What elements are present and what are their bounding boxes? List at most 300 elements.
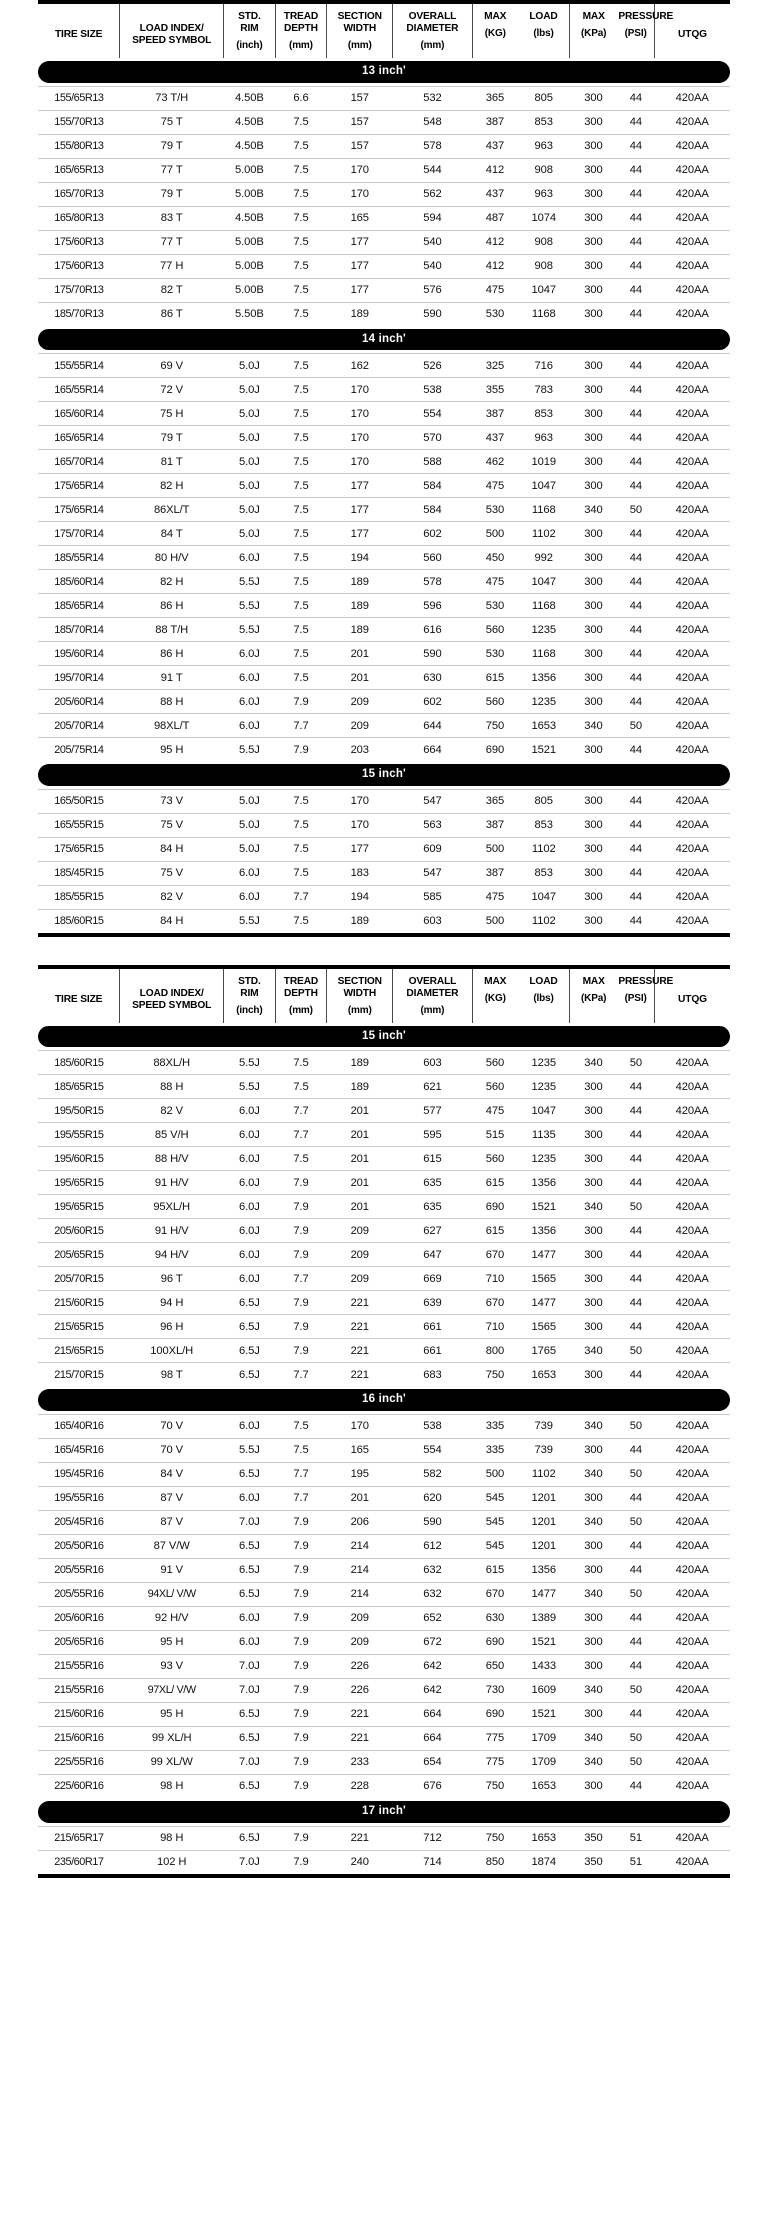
cell-load-index-speed-symbol: 86XL/T <box>120 498 224 522</box>
cell-max-pressure-psi: 51 <box>617 1826 654 1850</box>
cell-tread-depth: 7.5 <box>275 278 327 302</box>
table-row <box>38 666 730 690</box>
cell-max-load-kg: 462 <box>472 450 518 474</box>
cell-utqg: 420AA <box>654 1438 730 1462</box>
cell-max-load-kg: 500 <box>472 522 518 546</box>
cell-max-pressure-kpa: 300 <box>570 1075 618 1099</box>
cell-max-pressure-psi: 50 <box>617 1051 654 1075</box>
cell-overall-diameter: 562 <box>393 182 472 206</box>
table-row <box>38 1219 730 1243</box>
cell-tire-size: 225/55R16 <box>38 1750 120 1774</box>
cell-tread-depth: 7.9 <box>275 1726 327 1750</box>
cell-utqg: 420AA <box>654 1462 730 1486</box>
cell-max-pressure-psi: 44 <box>617 1171 654 1195</box>
cell-max-pressure-kpa: 300 <box>570 426 618 450</box>
cell-max-pressure-kpa: 300 <box>570 594 618 618</box>
cell-max-pressure-kpa: 300 <box>570 182 618 206</box>
cell-section-width: 226 <box>327 1654 393 1678</box>
table-row <box>38 1291 730 1315</box>
table-row <box>38 450 730 474</box>
column-header-std-rim <box>224 969 276 1023</box>
cell-utqg: 420AA <box>654 1558 730 1582</box>
cell-std-rim: 6.5J <box>224 1534 276 1558</box>
cell-max-pressure-psi: 44 <box>617 618 654 642</box>
cell-load-index-speed-symbol: 91 H/V <box>120 1171 224 1195</box>
section-width-line-2: WIDTH <box>343 987 377 999</box>
cell-overall-diameter: 644 <box>393 714 472 738</box>
cell-max-load-lbs: 805 <box>518 789 570 813</box>
cell-std-rim: 6.0J <box>224 1123 276 1147</box>
cell-tire-size: 165/50R15 <box>38 789 120 813</box>
cell-max-load-kg: 560 <box>472 1051 518 1075</box>
cell-section-width: 189 <box>327 1051 393 1075</box>
cell-max-load-kg: 500 <box>472 837 518 861</box>
column-header-utqg: UTQG <box>678 993 707 1005</box>
cell-section-width: 201 <box>327 1123 393 1147</box>
cell-tread-depth: 7.5 <box>275 402 327 426</box>
cell-overall-diameter: 609 <box>393 837 472 861</box>
cell-load-index-speed-symbol: 94 H/V <box>120 1243 224 1267</box>
cell-load-index-speed-symbol: 79 T <box>120 426 224 450</box>
cell-std-rim: 6.0J <box>224 714 276 738</box>
table-header <box>38 969 730 1023</box>
table-row <box>38 861 730 885</box>
cell-std-rim: 5.0J <box>224 450 276 474</box>
cell-tread-depth: 7.7 <box>275 714 327 738</box>
cell-max-pressure-kpa: 300 <box>570 474 618 498</box>
cell-max-load-lbs: 1235 <box>518 618 570 642</box>
section-banner-row <box>38 1386 730 1414</box>
cell-max-load-kg: 450 <box>472 546 518 570</box>
cell-section-width: 165 <box>327 206 393 230</box>
cell-max-pressure-kpa: 300 <box>570 86 618 110</box>
cell-tire-size: 195/60R15 <box>38 1147 120 1171</box>
table-row <box>38 1826 730 1850</box>
tread-depth-line-2: DEPTH <box>284 987 318 999</box>
cell-std-rim: 7.0J <box>224 1510 276 1534</box>
cell-max-load-lbs: 716 <box>518 354 570 378</box>
cell-max-pressure-kpa: 340 <box>570 1414 618 1438</box>
cell-max-load-lbs: 1047 <box>518 1099 570 1123</box>
cell-max-pressure-kpa: 300 <box>570 666 618 690</box>
cell-overall-diameter: 577 <box>393 1099 472 1123</box>
cell-std-rim: 6.5J <box>224 1726 276 1750</box>
cell-max-load-lbs: 963 <box>518 134 570 158</box>
cell-tread-depth: 7.5 <box>275 1147 327 1171</box>
cell-max-load-kg: 750 <box>472 1826 518 1850</box>
overall-diameter-unit: (mm) <box>420 1004 445 1016</box>
cell-overall-diameter: 642 <box>393 1654 472 1678</box>
cell-max-load-lbs: 1565 <box>518 1315 570 1339</box>
table-row <box>38 134 730 158</box>
table-row <box>38 1171 730 1195</box>
cell-std-rim: 6.0J <box>224 1486 276 1510</box>
cell-tire-size: 215/65R15 <box>38 1315 120 1339</box>
cell-load-index-speed-symbol: 102 H <box>120 1850 224 1874</box>
section-banner-cell <box>38 1023 730 1051</box>
cell-tread-depth: 7.9 <box>275 1826 327 1850</box>
cell-load-index-speed-symbol: 79 T <box>120 182 224 206</box>
cell-tread-depth: 7.5 <box>275 230 327 254</box>
cell-load-index-speed-symbol: 75 V <box>120 813 224 837</box>
max-load-word-load: LOAD <box>529 11 558 22</box>
cell-load-index-speed-symbol: 96 H <box>120 1315 224 1339</box>
cell-section-width: 214 <box>327 1558 393 1582</box>
cell-std-rim: 4.50B <box>224 206 276 230</box>
cell-max-load-lbs: 1653 <box>518 714 570 738</box>
cell-max-pressure-psi: 44 <box>617 594 654 618</box>
section-banner-label: 14 inch' <box>38 329 730 351</box>
cell-std-rim: 5.0J <box>224 402 276 426</box>
cell-max-load-kg: 670 <box>472 1243 518 1267</box>
column-header-max-load-kg <box>472 969 518 1023</box>
cell-section-width: 221 <box>327 1315 393 1339</box>
cell-max-pressure-psi: 44 <box>617 861 654 885</box>
cell-tread-depth: 7.5 <box>275 642 327 666</box>
cell-load-index-speed-symbol: 79 T <box>120 134 224 158</box>
table-header <box>38 4 730 58</box>
cell-overall-diameter: 661 <box>393 1315 472 1339</box>
cell-max-pressure-kpa: 300 <box>570 302 618 326</box>
load-index-line-2: SPEED SYMBOL <box>132 999 212 1011</box>
cell-max-load-lbs: 1235 <box>518 1147 570 1171</box>
cell-max-load-lbs: 1609 <box>518 1678 570 1702</box>
cell-max-pressure-psi: 44 <box>617 738 654 762</box>
cell-load-index-speed-symbol: 80 H/V <box>120 546 224 570</box>
cell-section-width: 228 <box>327 1774 393 1798</box>
cell-overall-diameter: 669 <box>393 1267 472 1291</box>
cell-max-pressure-kpa: 340 <box>570 1726 618 1750</box>
table-row <box>38 498 730 522</box>
table-row <box>38 1363 730 1387</box>
cell-tread-depth: 7.5 <box>275 1414 327 1438</box>
cell-utqg: 420AA <box>654 1219 730 1243</box>
cell-utqg: 420AA <box>654 813 730 837</box>
cell-max-load-kg: 365 <box>472 86 518 110</box>
cell-utqg: 420AA <box>654 1630 730 1654</box>
cell-max-load-lbs: 1356 <box>518 1171 570 1195</box>
cell-max-pressure-kpa: 300 <box>570 618 618 642</box>
cell-max-load-lbs: 1356 <box>518 666 570 690</box>
cell-tread-depth: 7.5 <box>275 546 327 570</box>
cell-tire-size: 175/70R13 <box>38 278 120 302</box>
cell-max-pressure-psi: 44 <box>617 1606 654 1630</box>
table-row <box>38 1243 730 1267</box>
cell-overall-diameter: 582 <box>393 1462 472 1486</box>
cell-section-width: 201 <box>327 1099 393 1123</box>
table-row <box>38 1654 730 1678</box>
cell-max-load-kg: 560 <box>472 690 518 714</box>
cell-std-rim: 6.5J <box>224 1558 276 1582</box>
table-row <box>38 278 730 302</box>
std-rim-unit: (inch) <box>236 1004 263 1016</box>
cell-overall-diameter: 538 <box>393 1414 472 1438</box>
cell-std-rim: 5.0J <box>224 378 276 402</box>
cell-tire-size: 175/70R14 <box>38 522 120 546</box>
column-header-tread-depth <box>275 969 327 1023</box>
cell-max-load-kg: 615 <box>472 666 518 690</box>
cell-tread-depth: 7.9 <box>275 1558 327 1582</box>
cell-tread-depth: 7.9 <box>275 1339 327 1363</box>
cell-std-rim: 5.5J <box>224 738 276 762</box>
cell-load-index-speed-symbol: 72 V <box>120 378 224 402</box>
cell-section-width: 162 <box>327 354 393 378</box>
cell-std-rim: 6.5J <box>224 1363 276 1387</box>
cell-max-load-lbs: 1653 <box>518 1774 570 1798</box>
cell-section-width: 240 <box>327 1850 393 1874</box>
table-row <box>38 1486 730 1510</box>
cell-tread-depth: 7.5 <box>275 618 327 642</box>
cell-section-width: 157 <box>327 110 393 134</box>
table-row <box>38 1630 730 1654</box>
table-row <box>38 1438 730 1462</box>
cell-utqg: 420AA <box>654 594 730 618</box>
cell-load-index-speed-symbol: 82 V <box>120 885 224 909</box>
table-row <box>38 1750 730 1774</box>
cell-tire-size: 165/60R14 <box>38 402 120 426</box>
max-pressure-unit-kpa: (KPa) <box>580 28 607 40</box>
cell-max-load-kg: 335 <box>472 1414 518 1438</box>
cell-std-rim: 5.5J <box>224 1075 276 1099</box>
cell-load-index-speed-symbol: 69 V <box>120 354 224 378</box>
cell-max-load-kg: 530 <box>472 642 518 666</box>
cell-tire-size: 195/65R15 <box>38 1171 120 1195</box>
cell-max-pressure-psi: 44 <box>617 278 654 302</box>
cell-max-pressure-kpa: 300 <box>570 134 618 158</box>
cell-overall-diameter: 632 <box>393 1582 472 1606</box>
cell-overall-diameter: 590 <box>393 1510 472 1534</box>
cell-overall-diameter: 544 <box>393 158 472 182</box>
cell-overall-diameter: 603 <box>393 1051 472 1075</box>
cell-max-pressure-psi: 50 <box>617 1582 654 1606</box>
spec-table-block-1 <box>38 0 730 937</box>
cell-utqg: 420AA <box>654 1414 730 1438</box>
cell-max-pressure-kpa: 340 <box>570 1195 618 1219</box>
cell-load-index-speed-symbol: 86 T <box>120 302 224 326</box>
cell-max-load-lbs: 1477 <box>518 1582 570 1606</box>
cell-max-load-lbs: 1477 <box>518 1291 570 1315</box>
cell-load-index-speed-symbol: 70 V <box>120 1414 224 1438</box>
cell-max-pressure-kpa: 340 <box>570 1462 618 1486</box>
cell-max-pressure-kpa: 300 <box>570 254 618 278</box>
cell-max-load-kg: 750 <box>472 714 518 738</box>
cell-overall-diameter: 554 <box>393 402 472 426</box>
cell-max-pressure-kpa: 300 <box>570 1534 618 1558</box>
cell-max-load-lbs: 1653 <box>518 1363 570 1387</box>
cell-section-width: 201 <box>327 1486 393 1510</box>
cell-overall-diameter: 526 <box>393 354 472 378</box>
table-row <box>38 474 730 498</box>
cell-utqg: 420AA <box>654 714 730 738</box>
cell-section-width: 201 <box>327 666 393 690</box>
cell-max-pressure-psi: 44 <box>617 182 654 206</box>
cell-overall-diameter: 560 <box>393 546 472 570</box>
cell-load-index-speed-symbol: 88 H <box>120 1075 224 1099</box>
cell-std-rim: 6.0J <box>224 666 276 690</box>
cell-utqg: 420AA <box>654 1147 730 1171</box>
column-header-tire-size: TIRE SIZE <box>38 969 120 1023</box>
cell-max-load-kg: 335 <box>472 1438 518 1462</box>
cell-max-pressure-kpa: 300 <box>570 378 618 402</box>
cell-max-load-lbs: 1709 <box>518 1726 570 1750</box>
cell-max-pressure-kpa: 300 <box>570 1486 618 1510</box>
tire-spec-table <box>38 4 730 933</box>
cell-max-pressure-psi: 44 <box>617 158 654 182</box>
cell-max-load-kg: 487 <box>472 206 518 230</box>
cell-tire-size: 205/70R15 <box>38 1267 120 1291</box>
cell-tread-depth: 7.5 <box>275 450 327 474</box>
cell-overall-diameter: 714 <box>393 1850 472 1874</box>
table-row <box>38 789 730 813</box>
cell-std-rim: 6.0J <box>224 861 276 885</box>
cell-utqg: 420AA <box>654 861 730 885</box>
cell-tire-size: 165/80R13 <box>38 206 120 230</box>
cell-max-pressure-psi: 44 <box>617 1219 654 1243</box>
cell-load-index-speed-symbol: 77 T <box>120 158 224 182</box>
cell-overall-diameter: 661 <box>393 1339 472 1363</box>
table-row <box>38 230 730 254</box>
cell-std-rim: 6.0J <box>224 546 276 570</box>
cell-max-pressure-kpa: 300 <box>570 1123 618 1147</box>
cell-overall-diameter: 570 <box>393 426 472 450</box>
max-pressure-word-pressure: PRESSURE <box>618 11 674 22</box>
cell-std-rim: 6.0J <box>224 1243 276 1267</box>
cell-std-rim: 6.5J <box>224 1774 276 1798</box>
cell-tread-depth: 7.5 <box>275 158 327 182</box>
table-row <box>38 813 730 837</box>
cell-max-load-kg: 355 <box>472 378 518 402</box>
cell-max-load-kg: 615 <box>472 1219 518 1243</box>
cell-overall-diameter: 563 <box>393 813 472 837</box>
cell-max-load-lbs: 908 <box>518 230 570 254</box>
cell-utqg: 420AA <box>654 1510 730 1534</box>
table-row <box>38 1678 730 1702</box>
cell-tire-size: 165/70R13 <box>38 182 120 206</box>
cell-utqg: 420AA <box>654 666 730 690</box>
cell-max-pressure-kpa: 300 <box>570 354 618 378</box>
cell-section-width: 214 <box>327 1534 393 1558</box>
cell-section-width: 221 <box>327 1339 393 1363</box>
cell-tire-size: 205/55R16 <box>38 1558 120 1582</box>
cell-max-pressure-psi: 44 <box>617 1291 654 1315</box>
cell-overall-diameter: 596 <box>393 594 472 618</box>
cell-tread-depth: 7.9 <box>275 690 327 714</box>
cell-overall-diameter: 547 <box>393 789 472 813</box>
cell-std-rim: 6.0J <box>224 642 276 666</box>
cell-tread-depth: 7.5 <box>275 570 327 594</box>
cell-section-width: 183 <box>327 861 393 885</box>
cell-section-width: 221 <box>327 1363 393 1387</box>
table-row <box>38 1267 730 1291</box>
cell-std-rim: 5.0J <box>224 522 276 546</box>
cell-load-index-speed-symbol: 95 H <box>120 1702 224 1726</box>
max-load-unit-kg: (KG) <box>484 28 506 40</box>
cell-std-rim: 6.0J <box>224 1099 276 1123</box>
cell-section-width: 165 <box>327 1438 393 1462</box>
cell-utqg: 420AA <box>654 1678 730 1702</box>
cell-load-index-speed-symbol: 97XL/ V/W <box>120 1678 224 1702</box>
cell-overall-diameter: 635 <box>393 1171 472 1195</box>
table-row <box>38 402 730 426</box>
cell-max-pressure-psi: 44 <box>617 690 654 714</box>
cell-overall-diameter: 683 <box>393 1363 472 1387</box>
cell-tire-size: 185/45R15 <box>38 861 120 885</box>
cell-max-pressure-kpa: 340 <box>570 1339 618 1363</box>
cell-section-width: 170 <box>327 378 393 402</box>
cell-overall-diameter: 578 <box>393 134 472 158</box>
cell-utqg: 420AA <box>654 110 730 134</box>
cell-tire-size: 205/60R15 <box>38 1219 120 1243</box>
cell-tread-depth: 7.5 <box>275 474 327 498</box>
cell-tread-depth: 7.5 <box>275 378 327 402</box>
cell-load-index-speed-symbol: 98 H <box>120 1826 224 1850</box>
cell-tire-size: 155/70R13 <box>38 110 120 134</box>
table-row <box>38 1315 730 1339</box>
cell-max-pressure-psi: 44 <box>617 1267 654 1291</box>
cell-load-index-speed-symbol: 92 H/V <box>120 1606 224 1630</box>
column-header-max-load-kg <box>472 4 518 58</box>
cell-load-index-speed-symbol: 100XL/H <box>120 1339 224 1363</box>
cell-load-index-speed-symbol: 93 V <box>120 1654 224 1678</box>
cell-tread-depth: 7.7 <box>275 1363 327 1387</box>
cell-max-pressure-psi: 44 <box>617 1075 654 1099</box>
section-banner-cell <box>38 761 730 789</box>
cell-section-width: 195 <box>327 1462 393 1486</box>
cell-load-index-speed-symbol: 84 H <box>120 909 224 933</box>
cell-section-width: 233 <box>327 1750 393 1774</box>
cell-section-width: 170 <box>327 182 393 206</box>
cell-section-width: 209 <box>327 1630 393 1654</box>
cell-std-rim: 4.50B <box>224 86 276 110</box>
cell-max-pressure-psi: 44 <box>617 522 654 546</box>
cell-tire-size: 185/70R13 <box>38 302 120 326</box>
cell-overall-diameter: 635 <box>393 1195 472 1219</box>
cell-max-load-lbs: 1102 <box>518 522 570 546</box>
cell-max-pressure-kpa: 300 <box>570 522 618 546</box>
cell-std-rim: 5.0J <box>224 354 276 378</box>
cell-load-index-speed-symbol: 94 H <box>120 1291 224 1315</box>
cell-max-pressure-kpa: 300 <box>570 1219 618 1243</box>
cell-section-width: 189 <box>327 909 393 933</box>
cell-utqg: 420AA <box>654 1123 730 1147</box>
cell-utqg: 420AA <box>654 885 730 909</box>
load-index-line-1: LOAD INDEX/ <box>139 22 204 34</box>
cell-std-rim: 5.0J <box>224 474 276 498</box>
cell-tread-depth: 7.5 <box>275 254 327 278</box>
cell-tire-size: 195/70R14 <box>38 666 120 690</box>
table-row <box>38 1558 730 1582</box>
cell-max-pressure-kpa: 300 <box>570 1774 618 1798</box>
cell-tread-depth: 7.7 <box>275 1267 327 1291</box>
cell-utqg: 420AA <box>654 1267 730 1291</box>
cell-max-load-lbs: 1168 <box>518 642 570 666</box>
cell-tread-depth: 7.5 <box>275 594 327 618</box>
cell-load-index-speed-symbol: 73 T/H <box>120 86 224 110</box>
cell-max-pressure-psi: 44 <box>617 1147 654 1171</box>
cell-overall-diameter: 532 <box>393 86 472 110</box>
cell-max-load-lbs: 1168 <box>518 302 570 326</box>
table-row <box>38 642 730 666</box>
cell-section-width: 157 <box>327 86 393 110</box>
cell-tread-depth: 7.7 <box>275 1099 327 1123</box>
cell-tire-size: 165/65R14 <box>38 426 120 450</box>
cell-std-rim: 7.0J <box>224 1750 276 1774</box>
cell-overall-diameter: 540 <box>393 254 472 278</box>
cell-max-pressure-kpa: 300 <box>570 738 618 762</box>
cell-max-load-lbs: 1047 <box>518 885 570 909</box>
cell-max-pressure-kpa: 340 <box>570 1510 618 1534</box>
cell-max-load-lbs: 1521 <box>518 1702 570 1726</box>
